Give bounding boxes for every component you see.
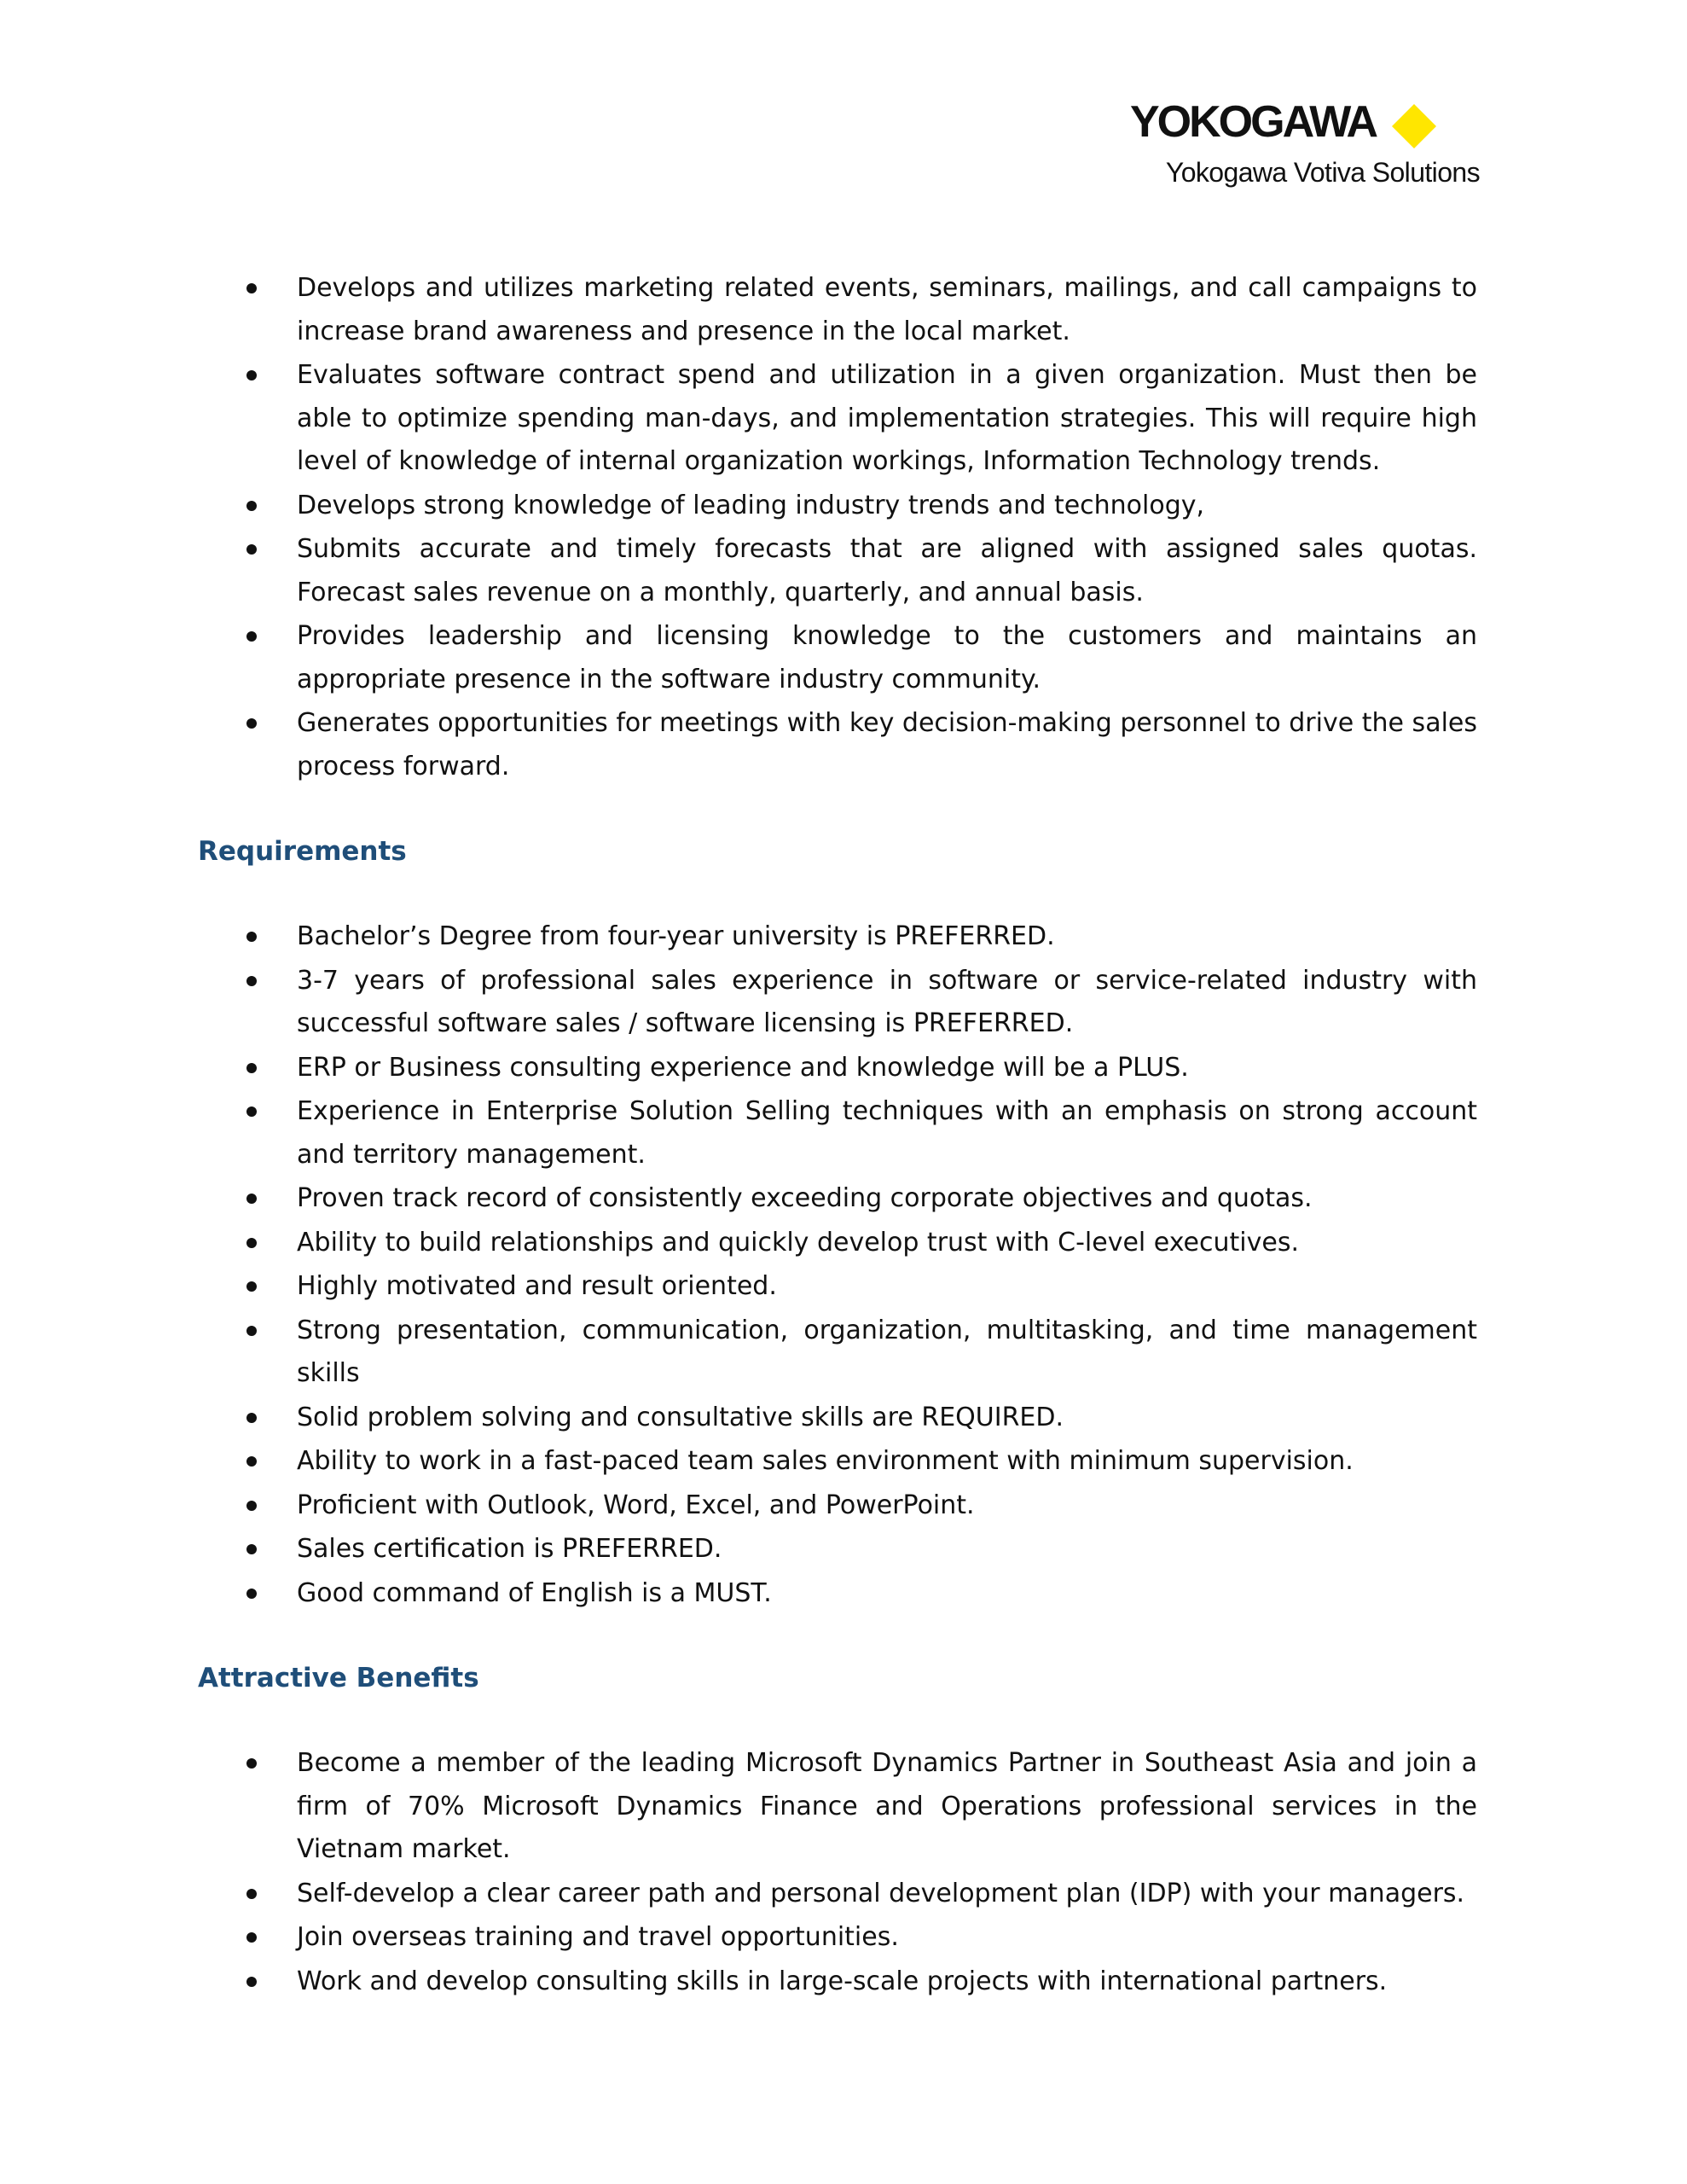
list-item-text: Ability to build relationships and quickly develop trust with C-level executives. xyxy=(297,1227,1299,1258)
list-item-text: Sales certification is PREFERRED. xyxy=(297,1534,722,1564)
bullet-icon xyxy=(246,1456,257,1467)
bullet-icon xyxy=(246,501,257,511)
bullet-icon xyxy=(246,1758,257,1769)
bullet-icon xyxy=(246,718,257,729)
list-item-text: Good command of English is a MUST. xyxy=(297,1577,772,1608)
bullet-icon xyxy=(246,1194,257,1204)
bullet-icon xyxy=(246,544,257,555)
list-item xyxy=(198,528,1477,614)
list-item-text: Bachelor’s Degree from four-year university is PREFERRED. xyxy=(297,921,1055,951)
list-item-text: Become a member of the leading Microsoft Dynamics Partner in Southeast Asia and join a firm of 70% Microsoft Dynamics Finance and Operations professional services in the Vietnam market. xyxy=(297,1748,1477,1864)
bullet-icon xyxy=(246,1589,257,1599)
list-item-text: Solid problem solving and consultative skills are REQUIRED. xyxy=(297,1402,1064,1432)
bullet-icon xyxy=(246,1889,257,1899)
list-item xyxy=(198,1742,1477,1872)
list-item-text: Evaluates software contract spend and utilization in a given organization. Must then be able to optimize spending man-days, and implementation strategies. This will require high level of knowledge of internal organization workings, Information Technology trends. xyxy=(297,360,1477,476)
list-item-text: Self-develop a clear career path and personal development plan (IDP) with your managers. xyxy=(297,1878,1465,1908)
list-item-text: Provides leadership and licensing knowledge to the customers and maintains an appropriate presence in the software industry community. xyxy=(297,621,1477,694)
list-item xyxy=(198,267,1477,353)
benefits-list xyxy=(198,1742,1477,2003)
bullet-icon xyxy=(246,1932,257,1943)
logo-subtitle: Yokogawa Votiva Solutions xyxy=(1165,157,1480,188)
requirements-list xyxy=(198,915,1477,1615)
bullet-icon xyxy=(246,370,257,380)
list-item xyxy=(198,1440,1477,1484)
list-item xyxy=(198,1484,1477,1528)
bullet-icon xyxy=(246,1544,257,1554)
list-item-text: Develops strong knowledge of leading industry trends and technology, xyxy=(297,490,1205,520)
list-item-text: Work and develop consulting skills in large-scale projects with international partners. xyxy=(297,1966,1388,1996)
list-item-text: Experience in Enterprise Solution Selling techniques with an emphasis on strong account and territory management. xyxy=(297,1096,1477,1170)
list-item-text: ERP or Business consulting experience and knowledge will be a PLUS. xyxy=(297,1052,1189,1083)
list-item xyxy=(198,1222,1477,1265)
list-item xyxy=(198,485,1477,528)
logo-brand-text: YOKOGAWA xyxy=(1130,97,1377,147)
list-item-text: Join overseas training and travel opportunities. xyxy=(297,1922,899,1952)
list-item xyxy=(198,1310,1477,1396)
company-logo xyxy=(1122,96,1480,189)
list-item-text: Strong presentation, communication, organization, multitasking, and time management skills xyxy=(297,1315,1477,1388)
list-item xyxy=(198,1572,1477,1616)
list-item xyxy=(198,1397,1477,1440)
document-body xyxy=(198,267,1477,2004)
benefits-heading: Attractive Benefits xyxy=(198,1663,479,1693)
bullet-icon xyxy=(246,1501,257,1511)
list-item xyxy=(198,1047,1477,1090)
requirements-heading: Requirements xyxy=(198,836,407,867)
list-item xyxy=(198,960,1477,1046)
list-item xyxy=(198,1177,1477,1221)
list-item-text: Ability to work in a fast-paced team sales environment with minimum supervision. xyxy=(297,1446,1354,1476)
bullet-icon xyxy=(246,1238,257,1248)
list-item xyxy=(198,1528,1477,1571)
bullet-icon xyxy=(246,1413,257,1423)
yellow-diamond-icon xyxy=(1390,102,1438,150)
list-item-text: Proficient with Outlook, Word, Excel, and PowerPoint. xyxy=(297,1490,975,1520)
list-item xyxy=(198,615,1477,701)
list-item-text: 3-7 years of professional sales experience in software or service-related industry with successful software sales / software licensing is PREFERRED. xyxy=(297,965,1477,1038)
list-item-text: Proven track record of consistently exceeding corporate objectives and quotas. xyxy=(297,1183,1313,1213)
list-item xyxy=(198,354,1477,484)
list-item xyxy=(198,1916,1477,1960)
responsibilities-list xyxy=(198,267,1477,788)
bullet-icon xyxy=(246,932,257,942)
list-item xyxy=(198,1090,1477,1176)
list-item-text: Develops and utilizes marketing related events, seminars, mailings, and call campaigns to increase brand awareness and presence in the local market. xyxy=(297,273,1477,346)
list-item xyxy=(198,1265,1477,1309)
bullet-icon xyxy=(246,1977,257,1987)
bullet-icon xyxy=(246,1063,257,1073)
bullet-icon xyxy=(246,1107,257,1117)
bullet-icon xyxy=(246,631,257,642)
list-item xyxy=(198,1960,1477,2004)
list-item-text: Generates opportunities for meetings with key decision-making personnel to drive the sales process forward. xyxy=(297,708,1477,781)
bullet-icon xyxy=(246,1281,257,1292)
list-item xyxy=(198,1873,1477,1916)
list-item xyxy=(198,915,1477,959)
list-item xyxy=(198,702,1477,788)
list-item-text: Highly motivated and result oriented. xyxy=(297,1271,777,1301)
list-item-text: Submits accurate and timely forecasts that are aligned with assigned sales quotas. Forecast sales revenue on a monthly, quarterly, and annual basis. xyxy=(297,534,1477,607)
bullet-icon xyxy=(246,283,257,293)
bullet-icon xyxy=(246,976,257,986)
bullet-icon xyxy=(246,1326,257,1336)
